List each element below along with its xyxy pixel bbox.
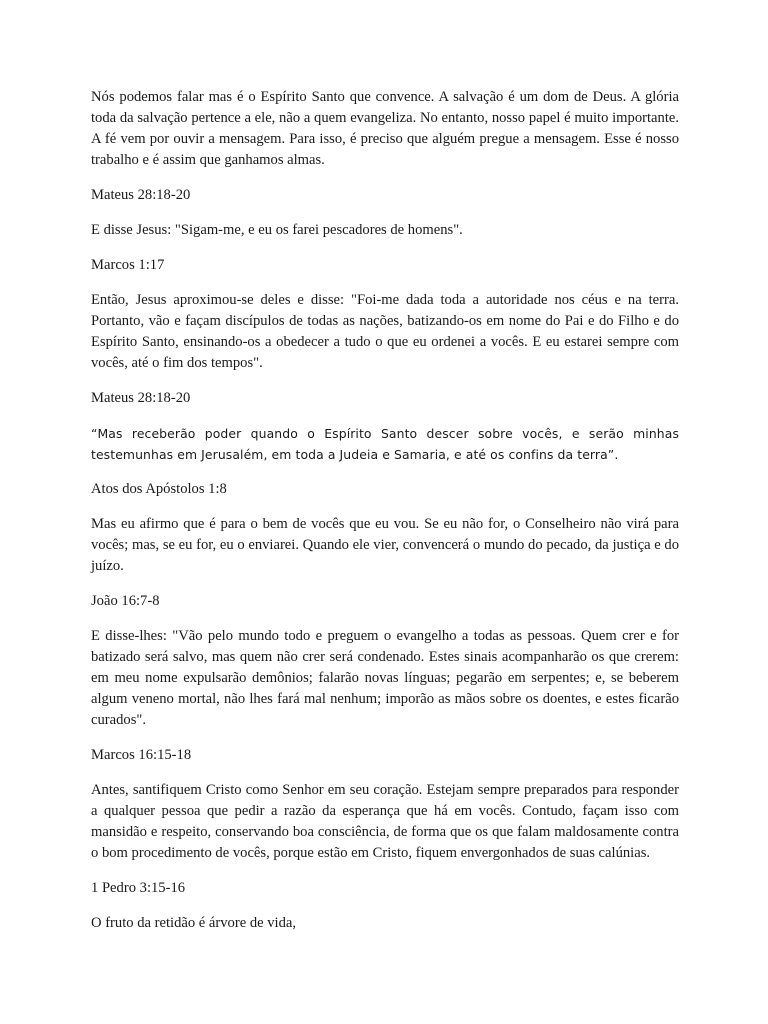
verse-reference: Marcos 1:17: [91, 257, 165, 273]
verse-quote: Mas eu afirmo que é para o bem de vocês que eu vou. Se eu não for, o Conselheiro não virá para vocês; mas, se eu for, eu o enviarei. Quando ele vier, convencerá o mundo do pecado, da justiça e do juízo.: [91, 516, 679, 574]
verse-reference: Mateus 28:18-20: [91, 390, 191, 406]
verse-reference: João 16:7-8: [91, 593, 160, 609]
verse-reference: Atos dos Apóstolos 1:8: [91, 481, 227, 497]
verse-quote: Então, Jesus aproximou-se deles e disse: "Foi-me dada toda a autoridade nos céus e na terra. Portanto, vão e façam discípulos de todas as nações, batizando-os em nome do Pai e do Filho e do Espírito Santo, ensinando-os a obedecer a tudo o que eu ordenei a vocês. E eu estarei sempre com vocês, até o fim dos tempos".: [91, 292, 679, 371]
verse-quote: “Mas receberão poder quando o Espírito Santo descer sobre vocês, e serão minhas testemunhas em Jerusalém, em toda a Judeia e Samaria, e até os confins da terra”.: [91, 426, 679, 462]
verse-reference: 1 Pedro 3:15-16: [91, 880, 186, 896]
verse-reference: Marcos 16:15-18: [91, 747, 192, 763]
document-page: [91, 87, 679, 948]
verse-quote: O fruto da retidão é árvore de vida,: [91, 915, 297, 931]
verse-quote: E disse Jesus: "Sigam-me, e eu os farei pescadores de homens".: [91, 222, 463, 238]
verse-reference: Mateus 28:18-20: [91, 187, 191, 203]
verse-quote: E disse-lhes: "Vão pelo mundo todo e preguem o evangelho a todas as pessoas. Quem crer e for batizado será salvo, mas quem não crer será condenado. Estes sinais acompanharão os que crerem: em meu nome expulsarão demônios; falarão novas línguas; pegarão em serpentes; e, se beberem algum veneno mortal, não lhes fará mal nenhum; imporão as mãos sobre os doentes, e estes ficarão curados".: [91, 628, 679, 728]
paragraph-intro: Nós podemos falar mas é o Espírito Santo que convence. A salvação é um dom de Deus. A glória toda da salvação pertence a ele, não a quem evangeliza. No entanto, nosso papel é muito importante. A fé vem por ouvir a mensagem. Para isso, é preciso que alguém pregue a mensagem. Esse é nosso trabalho e é assim que ganhamos almas.: [91, 89, 679, 168]
verse-quote: Antes, santifiquem Cristo como Senhor em seu coração. Estejam sempre preparados para responder a qualquer pessoa que pedir a razão da esperança que há em vocês. Contudo, façam isso com mansidão e respeito, conservando boa consciência, de forma que os que falam maldosamente contra o bom procedimento de vocês, porque estão em Cristo, fiquem envergonhados de suas calúnias.: [91, 782, 679, 861]
